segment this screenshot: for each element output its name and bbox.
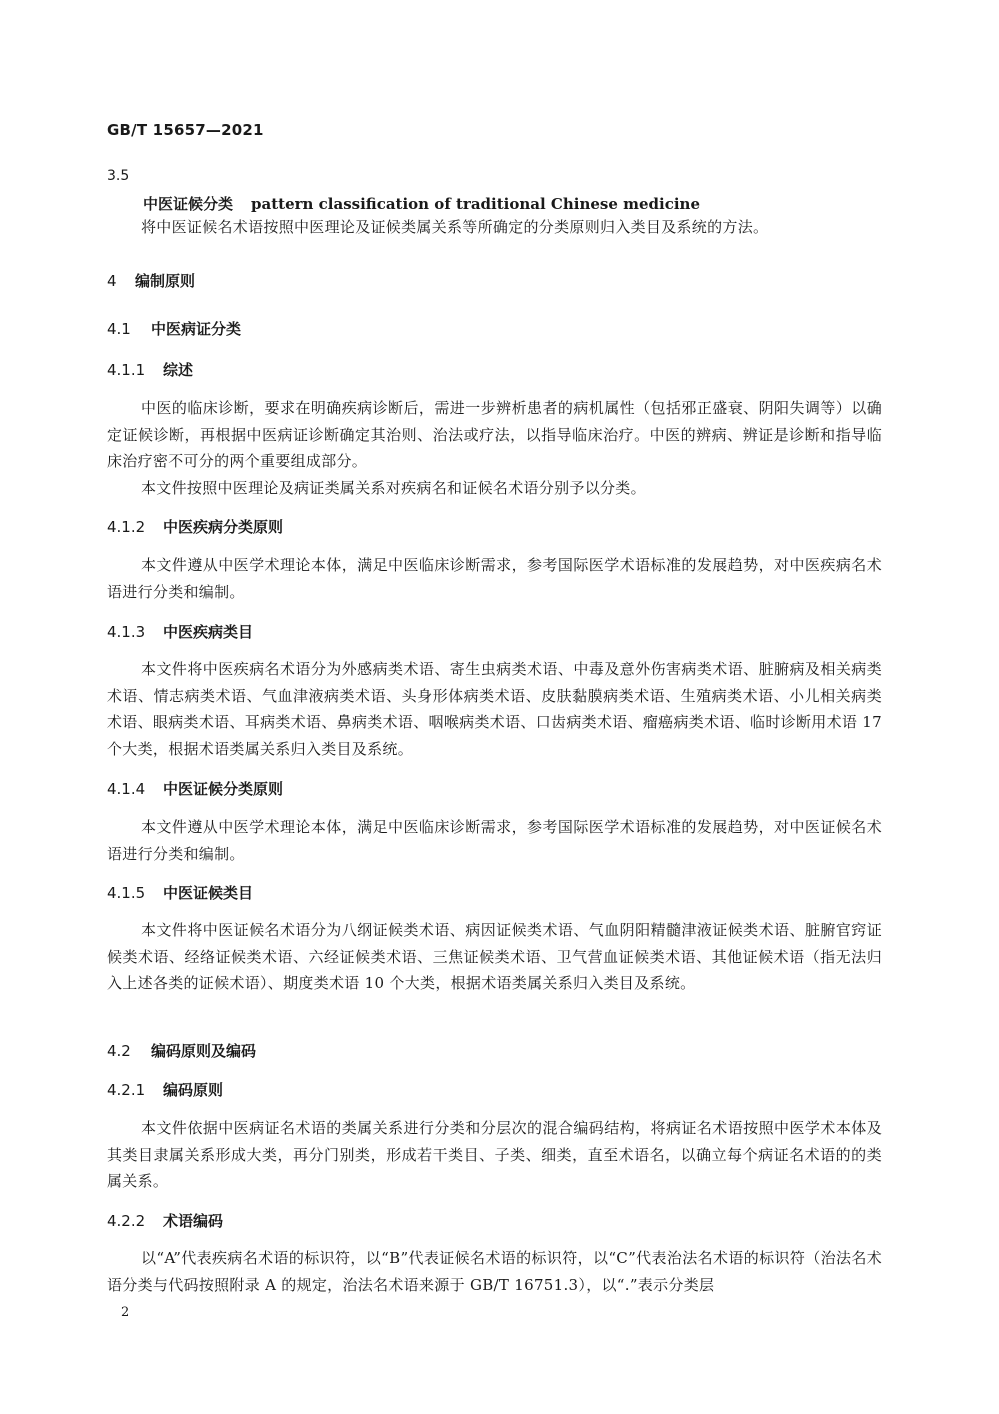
term-english: pattern classification of traditional Chinese medicine bbox=[251, 195, 700, 213]
clause-heading bbox=[107, 621, 253, 642]
paragraph: 本文件遵从中医学术理论本体，满足中医临床诊断需求，参考国际医学术语标准的发展趋势，对中医疾病名术语进行分类和编制。 bbox=[107, 556, 882, 601]
clause-heading-title: 中医证候分类原则 bbox=[163, 780, 284, 798]
term-entry bbox=[143, 193, 700, 214]
term-chinese: 中医证候分类 bbox=[143, 195, 234, 213]
clause-heading bbox=[107, 516, 283, 537]
clause-heading-number: 4.1.4 bbox=[107, 780, 146, 798]
clause-heading-number: 4.2.1 bbox=[107, 1081, 146, 1099]
clause-heading-title: 编码原则 bbox=[163, 1081, 224, 1099]
clause-heading bbox=[107, 1079, 223, 1100]
clause-heading-title: 中医证候类目 bbox=[163, 884, 254, 902]
page-number: 2 bbox=[121, 1305, 130, 1320]
clause-heading-number: 4.1.2 bbox=[107, 518, 146, 536]
subsection-heading bbox=[107, 1040, 256, 1061]
subsection-number: 4.1 bbox=[107, 320, 131, 338]
clause-heading-number: 4.1.5 bbox=[107, 884, 146, 902]
paragraph: 以“A”代表疾病名术语的标识符，以“B”代表证候名术语的标识符，以“C”代表治法名术语的标识符（治法名术语分类与代码按照附录 A 的规定，治法名术语来源于 GB/T 16751.3），以“.”表示分类层 bbox=[107, 1249, 882, 1294]
paragraph: 本文件依据中医病证名术语的类属关系进行分类和分层次的混合编码结构，将病证名术语按照中医学术本体及其类目隶属关系形成大类，再分门别类，形成若干类目、子类、细类，直至术语名，以确立每个病证名术语的的类属关系。 bbox=[107, 1119, 882, 1191]
subsection-number: 4.2 bbox=[107, 1042, 131, 1060]
section-heading bbox=[107, 270, 195, 291]
clause-heading bbox=[107, 359, 193, 380]
paragraph: 中医的临床诊断，要求在明确疾病诊断后，需进一步辨析患者的病机属性（包括邪正盛衰、阴阳失调等）以确定证候诊断，再根据中医病证诊断确定其治则、治法或疗法，以指导临床治疗。中医的辨病、辨证是诊断和指导临床治疗密不可分的两个重要组成部分。 bbox=[107, 399, 882, 471]
section-title: 编制原则 bbox=[135, 272, 196, 290]
paragraph: 本文件将中医疾病名术语分为外感病类术语、寄生虫病类术语、中毒及意外伤害病类术语、脏腑病及相关病类术语、情志病类术语、气血津液病类术语、头身形体病类术语、皮肤黏膜病类术语、生殖病类术语、小儿相关病类术语、眼病类术语、耳病类术语、鼻病类术语、咽喉病类术语、口齿病类术语、瘤癌病类术语、临时诊断用术语 17 个大类，根据术语类属关系归入类目及系统。 bbox=[107, 660, 882, 758]
clause-heading-number: 4.1.1 bbox=[107, 361, 146, 379]
clause-heading-title: 综述 bbox=[163, 361, 194, 379]
clause-number: 3.5 bbox=[107, 168, 130, 184]
term-definition: 将中医证候名术语按照中医理论及证候类属关系等所确定的分类原则归入类目及系统的方法。 bbox=[141, 218, 769, 236]
clause-heading-title: 中医疾病分类原则 bbox=[163, 518, 284, 536]
clause-heading bbox=[107, 882, 253, 903]
clause-heading-title: 术语编码 bbox=[163, 1212, 224, 1230]
clause-heading bbox=[107, 778, 283, 799]
paragraph: 本文件遵从中医学术理论本体，满足中医临床诊断需求，参考国际医学术语标准的发展趋势，对中医证候名术语进行分类和编制。 bbox=[107, 818, 882, 863]
paragraph: 本文件按照中医理论及病证类属关系对疾病名和证候名术语分别予以分类。 bbox=[141, 479, 646, 497]
clause-heading bbox=[107, 1210, 223, 1231]
subsection-title: 中医病证分类 bbox=[151, 320, 242, 338]
clause-heading-number: 4.2.2 bbox=[107, 1212, 146, 1230]
paragraph: 本文件将中医证候名术语分为八纲证候类术语、病因证候类术语、气血阴阳精髓津液证候类术语、脏腑官窍证候类术语、经络证候类术语、六经证候类术语、三焦证候类术语、卫气营血证候类术语、其他证候术语（指无法归入上述各类的证候术语）、期度类术语 10 个大类，根据术语类属关系归入类目及系统。 bbox=[107, 921, 882, 993]
section-number: 4 bbox=[107, 272, 117, 290]
clause-heading-title: 中医疾病类目 bbox=[163, 623, 254, 641]
subsection-heading bbox=[107, 318, 241, 339]
subsection-title: 编码原则及编码 bbox=[151, 1042, 257, 1060]
clause-heading-number: 4.1.3 bbox=[107, 623, 146, 641]
standard-code: GB/T 15657—2021 bbox=[107, 121, 264, 139]
